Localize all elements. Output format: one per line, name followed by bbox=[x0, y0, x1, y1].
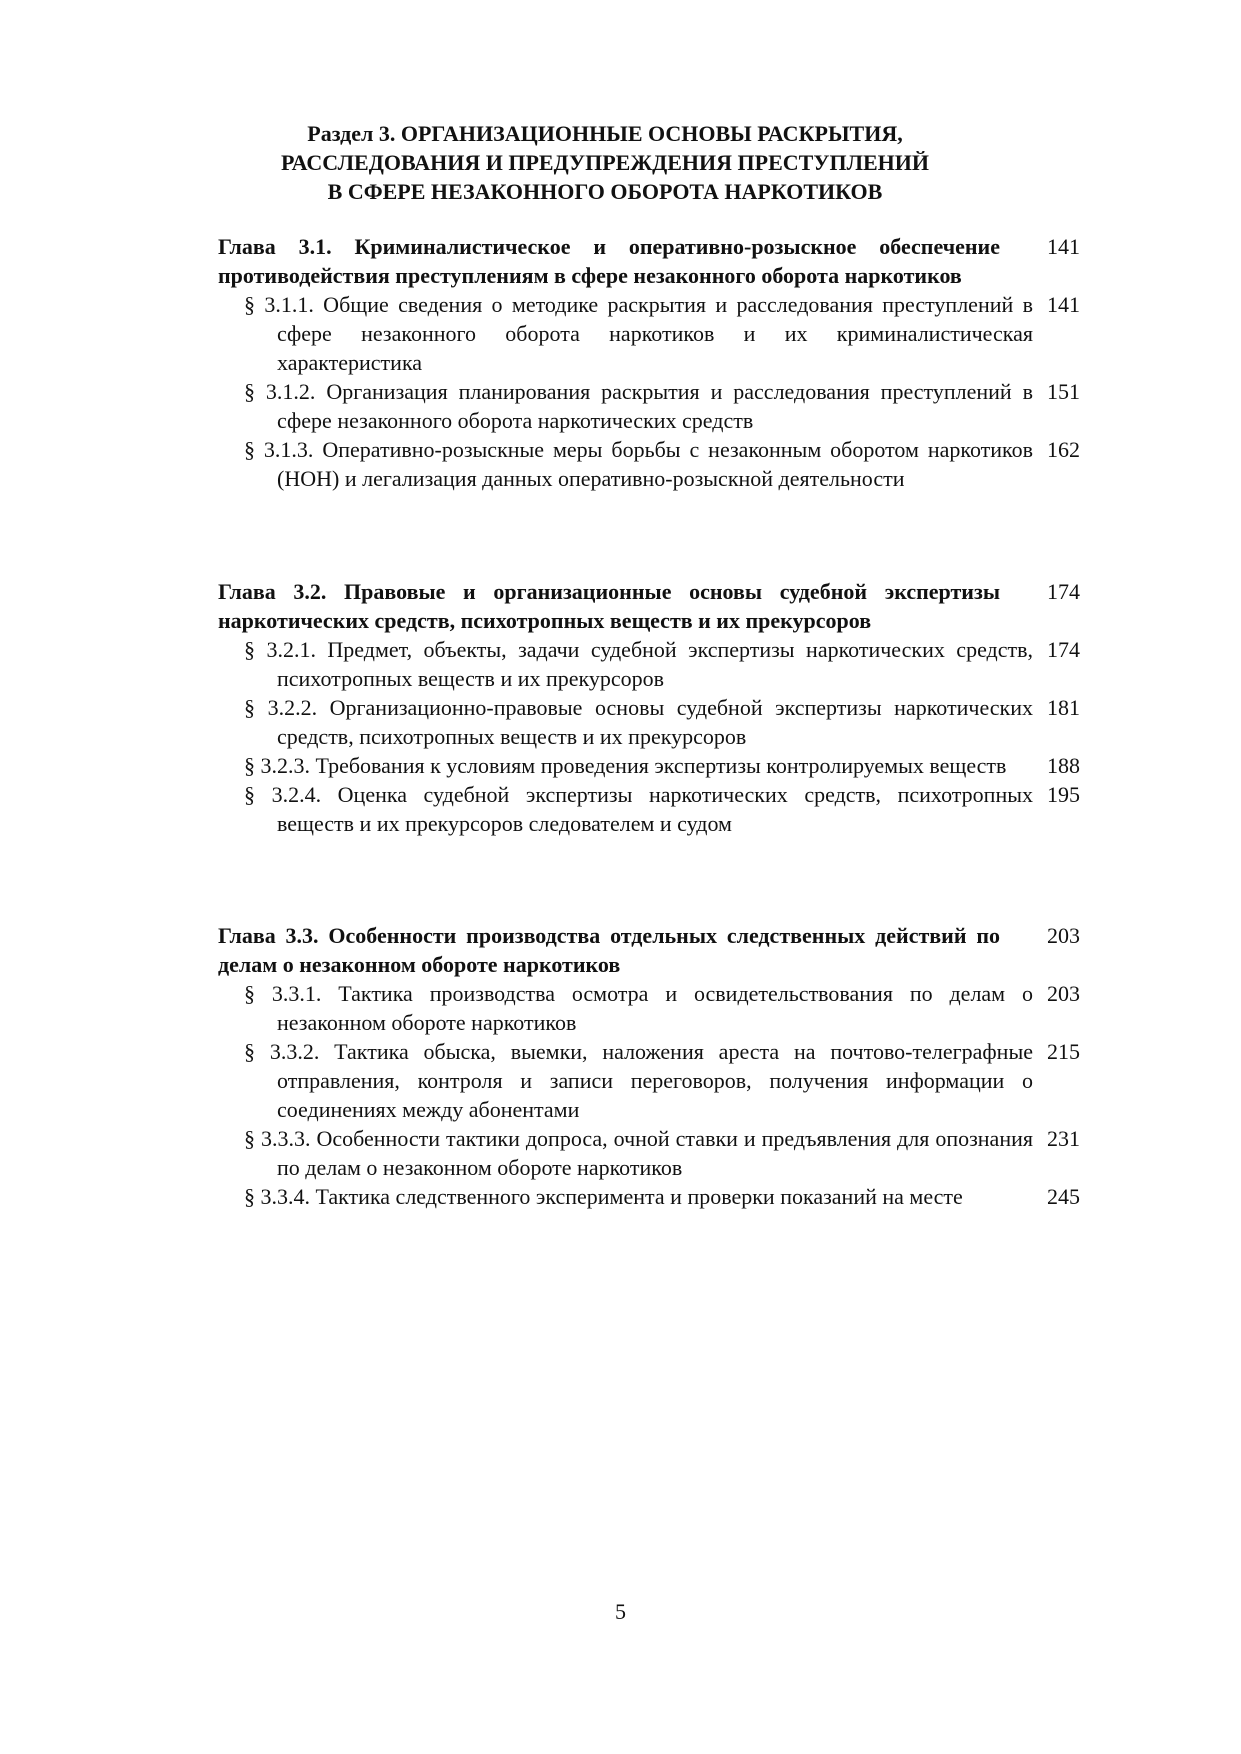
chapter-title: Глава 3.3. Особенности производства отдельных следственных действий по делам о незаконном обороте наркотиков bbox=[218, 923, 1000, 977]
page-number: 141 bbox=[1047, 292, 1080, 317]
toc-item[interactable] bbox=[218, 290, 1080, 377]
toc-item-text: § 3.3.1. Тактика производства осмотра и освидетельствования по делам о незаконном обороте наркотиков bbox=[244, 981, 1033, 1035]
toc-item-text: § 3.3.2. Тактика обыска, выемки, наложения ареста на почтово-телеграфные отправления, контроля и записи переговоров, получения информации о соединениях между абонентами bbox=[244, 1039, 1033, 1122]
section-title-line: В СФЕРЕ НЕЗАКОННОГО ОБОРОТА НАРКОТИКОВ bbox=[327, 179, 883, 204]
toc-item-text: § 3.1.1. Общие сведения о методике раскрытия и расследования преступлений в сфере незаконного оборота наркотиков и их криминалистическая характеристика bbox=[244, 292, 1033, 375]
toc-item[interactable] bbox=[218, 979, 1080, 1037]
toc-chapter-3-1 bbox=[218, 232, 1080, 493]
page-number: 203 bbox=[1047, 923, 1080, 948]
toc-chapter-3-3 bbox=[218, 921, 1080, 1211]
toc-chapter-heading[interactable] bbox=[218, 921, 1080, 979]
page-number: 141 bbox=[1047, 234, 1080, 259]
toc-chapter-heading[interactable] bbox=[218, 232, 1080, 290]
toc-item[interactable] bbox=[218, 1124, 1080, 1182]
page-number: 203 bbox=[1047, 981, 1080, 1006]
toc-item[interactable] bbox=[218, 1037, 1080, 1124]
page-number: 181 bbox=[1047, 695, 1080, 720]
page-number: 195 bbox=[1047, 782, 1080, 807]
toc-item-text: § 3.2.1. Предмет, объекты, задачи судебной экспертизы наркотических средств, психотропных веществ и их прекурсоров bbox=[244, 637, 1033, 691]
page-number: 162 bbox=[1047, 437, 1080, 462]
toc-item[interactable] bbox=[218, 635, 1080, 693]
page-number: 231 bbox=[1047, 1126, 1080, 1151]
section-title-line: РАССЛЕДОВАНИЯ И ПРЕДУПРЕЖДЕНИЯ ПРЕСТУПЛЕНИЙ bbox=[281, 150, 929, 175]
page-number: 215 bbox=[1047, 1039, 1080, 1064]
page-number: 174 bbox=[1047, 579, 1080, 604]
page-number: 174 bbox=[1047, 637, 1080, 662]
toc-item-text: § 3.3.3. Особенности тактики допроса, очной ставки и предъявления для опознания по делам о незаконном обороте наркотиков bbox=[244, 1126, 1033, 1180]
toc-item[interactable] bbox=[218, 1182, 1080, 1211]
page-number: 245 bbox=[1047, 1184, 1080, 1209]
toc-chapter-heading[interactable] bbox=[218, 577, 1080, 635]
toc-item[interactable] bbox=[218, 377, 1080, 435]
toc-item-text: § 3.1.2. Организация планирования раскрытия и расследования преступлений в сфере незаконного оборота наркотических средств bbox=[244, 379, 1033, 433]
toc-item[interactable] bbox=[218, 780, 1080, 838]
toc-item[interactable] bbox=[218, 693, 1080, 751]
toc-item[interactable] bbox=[218, 751, 1080, 780]
toc-item-text: § 3.2.4. Оценка судебной экспертизы наркотических средств, психотропных веществ и их прекурсоров следователем и судом bbox=[244, 782, 1033, 836]
page-number: 151 bbox=[1047, 379, 1080, 404]
section-title-line: Раздел 3. ОРГАНИЗАЦИОННЫЕ ОСНОВЫ РАСКРЫТИЯ, bbox=[307, 121, 903, 146]
toc-chapter-3-2 bbox=[218, 577, 1080, 838]
toc-item-text: § 3.3.4. Тактика следственного эксперимента и проверки показаний на месте bbox=[244, 1184, 963, 1209]
footer-page-number: 5 bbox=[615, 1599, 626, 1624]
toc-item-text: § 3.1.3. Оперативно-розыскные меры борьбы с незаконным оборотом наркотиков (НОН) и легализация данных оперативно-розыскной деятельности bbox=[244, 437, 1033, 491]
toc-item[interactable] bbox=[218, 435, 1080, 493]
toc-item-text: § 3.2.3. Требования к условиям проведения экспертизы контролируемых веществ bbox=[244, 753, 1007, 778]
chapter-title: Глава 3.2. Правовые и организационные основы судебной экспертизы наркотических средств, психотропных веществ и их прекурсоров bbox=[218, 579, 1000, 633]
page-number: 188 bbox=[1047, 753, 1080, 778]
section-title bbox=[200, 119, 1010, 206]
toc-item-text: § 3.2.2. Организационно-правовые основы судебной экспертизы наркотических средств, психотропных веществ и их прекурсоров bbox=[244, 695, 1033, 749]
chapter-title: Глава 3.1. Криминалистическое и оперативно-розыскное обеспечение противодействия преступлениям в сфере незаконного оборота наркотиков bbox=[218, 234, 1000, 288]
